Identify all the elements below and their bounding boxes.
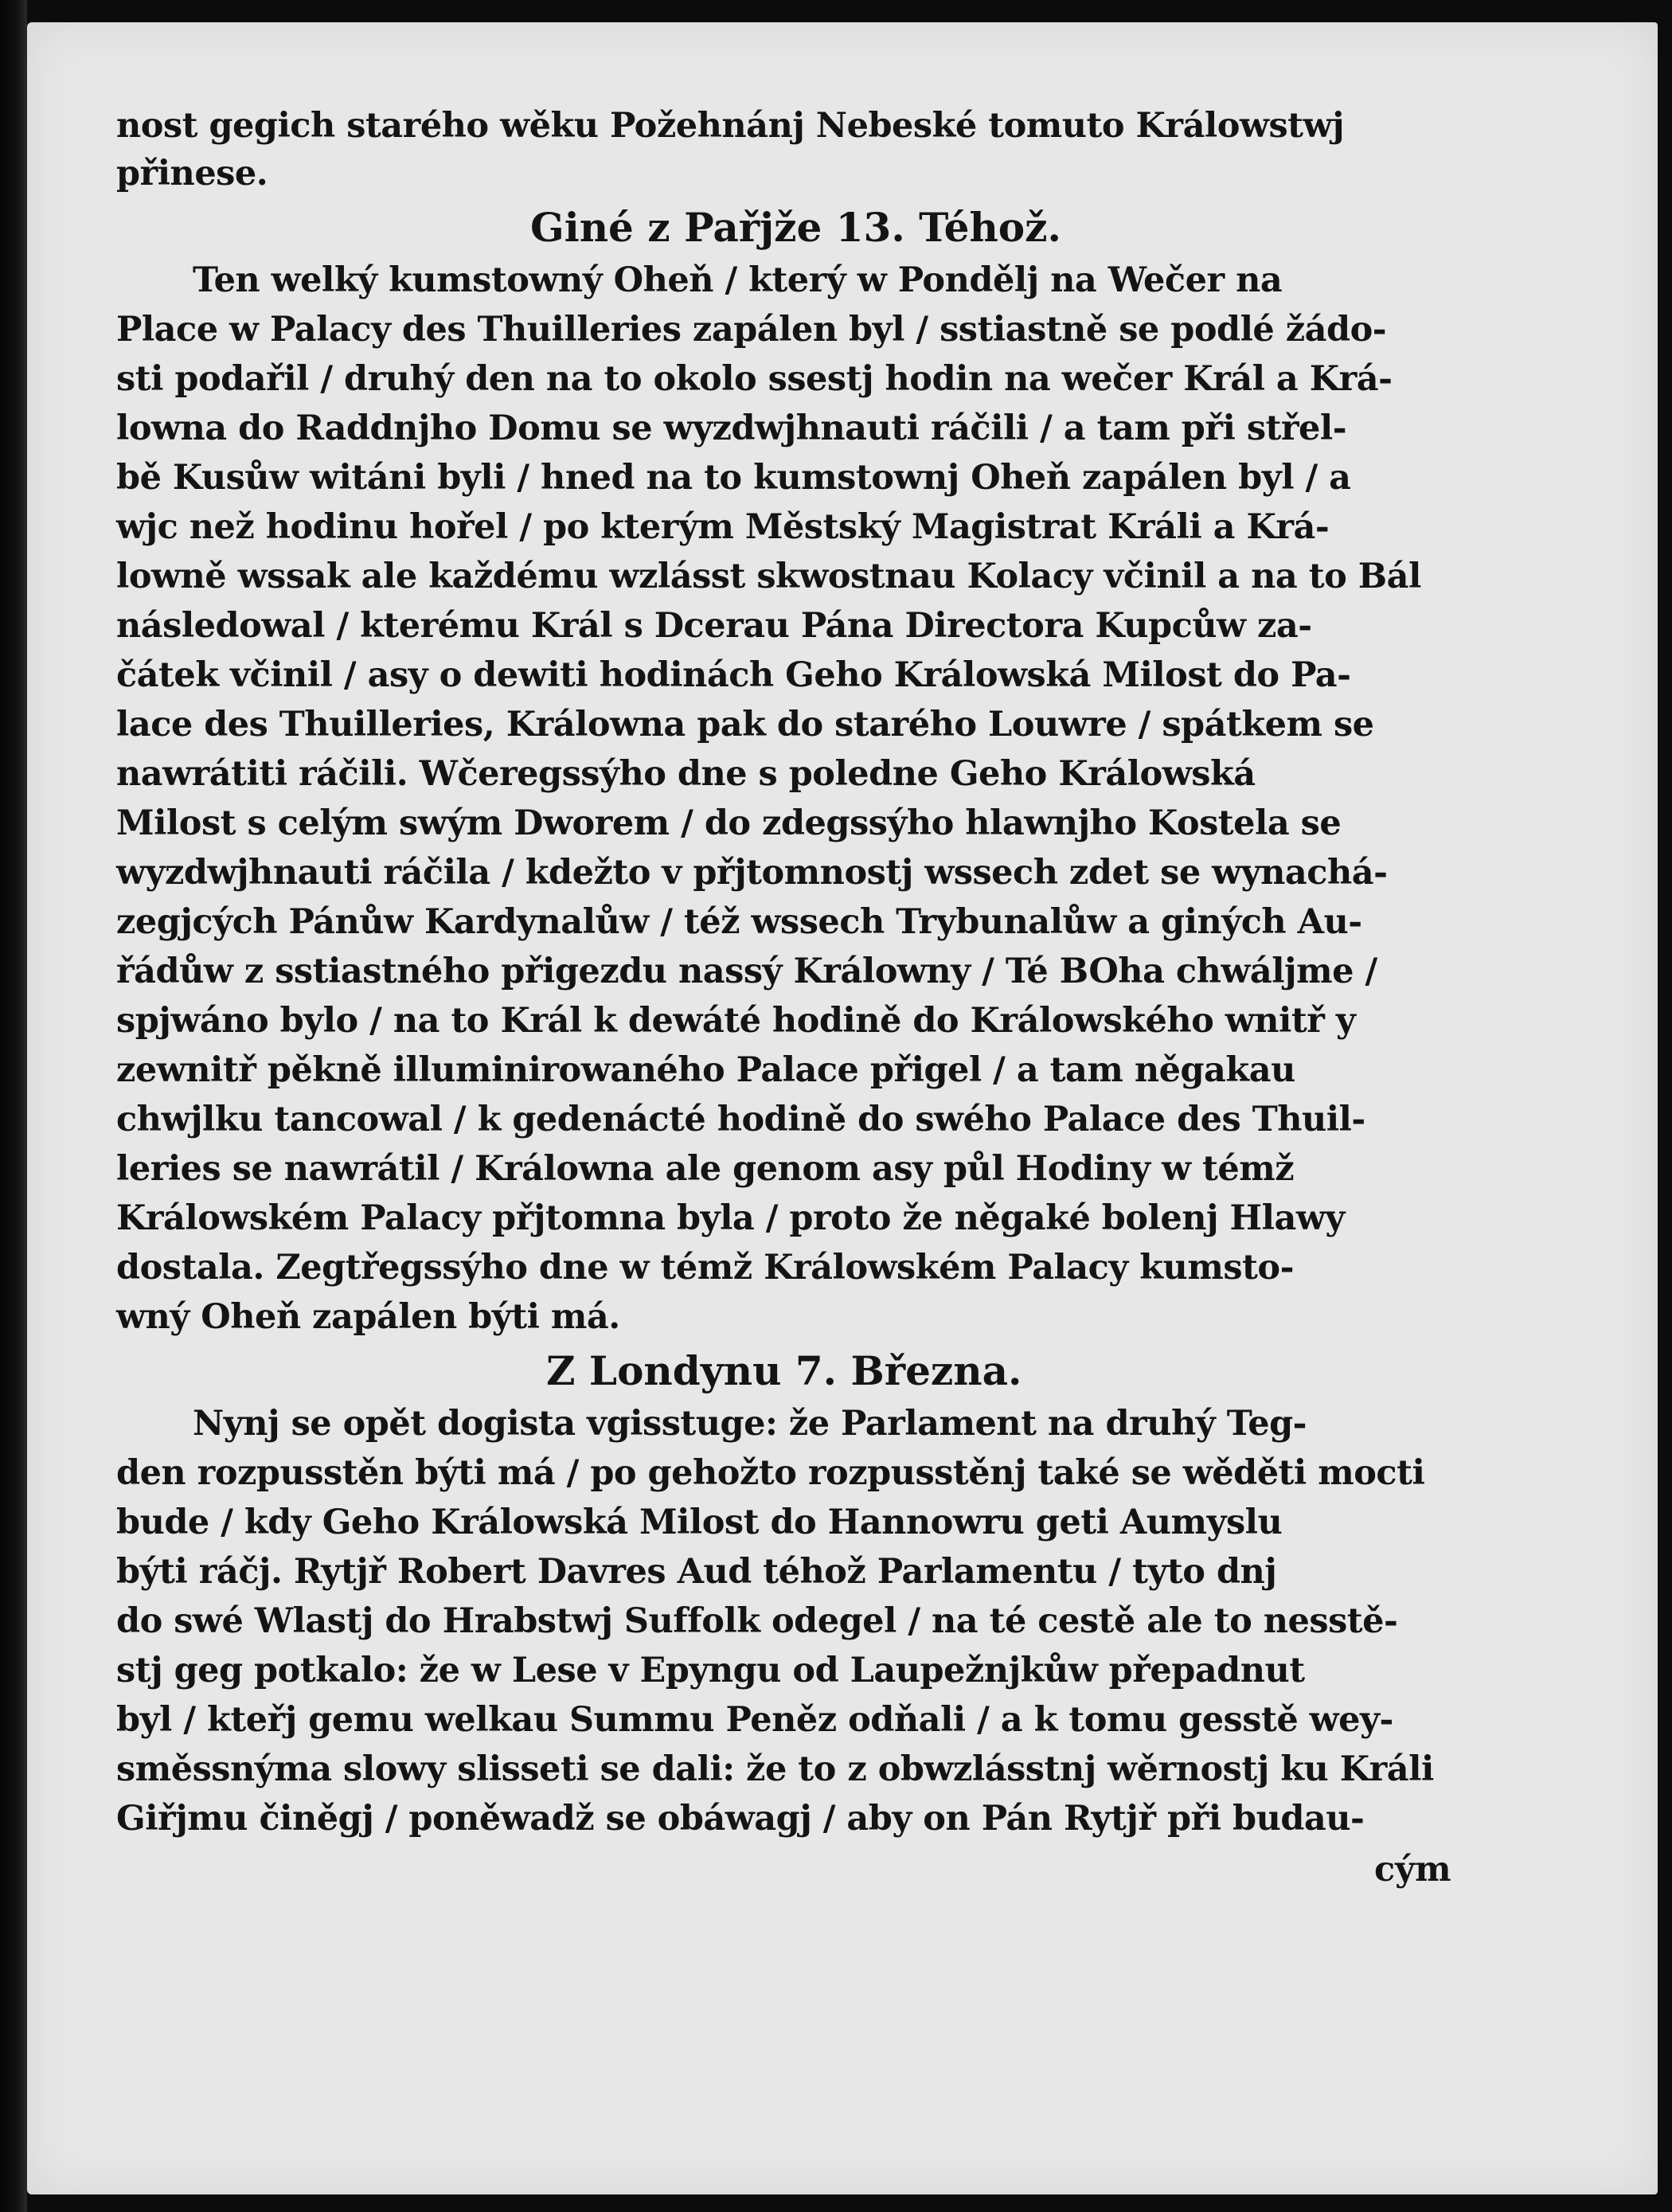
text-line: den rozpusstěn býti má / po gehožto rozpusstěnj také se wěděti mocti — [116, 1453, 1425, 1493]
text-line: Milost s celým swým Dworem / do zdegssýho hlawnjho Kostela se — [116, 803, 1342, 843]
text-line: byl / kteřj gemu welkau Summu Peněz odňali / a k tomu gesstě wey- — [116, 1700, 1393, 1740]
text-line: Králowském Palacy přjtomna byla / proto že něgaké bolenj Hlawy — [116, 1198, 1345, 1238]
text-line: zewnitř pěkně illuminirowaného Palace přigel / a tam něgakau — [116, 1050, 1295, 1090]
section-heading-london: Z Londynu 7. Března. — [546, 1347, 1022, 1394]
text-line: wný Oheň zapálen býti má. — [116, 1297, 620, 1337]
section-heading-paris: Giné z Pařjže 13. Téhož. — [530, 204, 1061, 251]
text-line: bude / kdy Geho Králowská Milost do Hannowru geti Aumyslu — [116, 1503, 1283, 1542]
text-line: dostala. Zegtřegssýho dne w témž Králowském Palacy kumsto- — [116, 1248, 1294, 1288]
text-line: bě Kusůw witáni byli / hned na to kumstownj Oheň zapálen byl / a — [116, 458, 1351, 498]
text-line: Place w Palacy des Thuilleries zapálen byl / sstiastně se podlé žádo- — [116, 310, 1387, 350]
text-line: stj geg potkalo: že w Lese v Epyngu od Laupežnjkůw přepadnut — [116, 1651, 1305, 1690]
text-line: Ten welký kumstowný Oheň / který w Pondělj na Wečer na — [193, 260, 1283, 300]
text-line: směssnýma slowy slisseti se dali: že to z obwzlásstnj wěrnostj ku Králi — [116, 1749, 1434, 1789]
text-line: wyzdwjhnauti ráčila / kdežto v přjtomnostj wssech zdet se wynachá- — [116, 853, 1388, 893]
text-line: spjwáno bylo / na to Král k dewáté hodině do Králowského wnitř y — [116, 1001, 1356, 1041]
text-line: býti ráčj. Rytjř Robert Davres Aud téhož Parlamentu / tyto dnj — [116, 1552, 1277, 1592]
text-line: lace des Thuilleries, Králowna pak do starého Louwre / spátkem se — [116, 705, 1374, 744]
text-line: následowal / kterému Král s Dcerau Pána Directora Kupcůw za- — [116, 606, 1312, 646]
paper-sheet — [27, 22, 1658, 2194]
text-line: chwjlku tancowal / k gedenácté hodině do swého Palace des Thuil- — [116, 1100, 1365, 1139]
text-line: lowna do Raddnjho Domu se wyzdwjhnauti ráčili / a tam při střel- — [116, 408, 1347, 448]
catchword: cým — [1374, 1850, 1451, 1890]
text-line: Nynj se opět dogista vgisstuge: že Parlament na druhý Teg- — [193, 1404, 1307, 1444]
text-line: přinese. — [116, 154, 268, 193]
text-line: nawrátiti ráčili. Wčeregssýho dne s poledne Geho Králowská — [116, 754, 1256, 794]
text-line: leries se nawrátil / Králowna ale genom asy půl Hodiny w témž — [116, 1149, 1295, 1189]
text-line: nost gegich starého wěku Požehnánj Nebeské tomuto Králowstwj — [116, 106, 1345, 146]
text-line: do swé Wlastj do Hrabstwj Suffolk odegel / na té cestě ale to nesstě- — [116, 1601, 1398, 1641]
text-line: čátek včinil / asy o dewiti hodinách Geho Králowská Milost do Pa- — [116, 655, 1351, 695]
text-line: řádůw z sstiastného přigezdu nassý Králowny / Té BOha chwáljme / — [116, 952, 1377, 991]
text-line: wjc než hodinu hořel / po kterým Městský Magistrat Králi a Krá- — [116, 507, 1330, 547]
text-line: lowně wssak ale každému wzlásst skwostnau Kolacy včinil a na to Bál — [116, 557, 1421, 596]
text-line: zegjcých Pánůw Kardynalůw / též wssech Trybunalůw a giných Au- — [116, 902, 1362, 942]
text-line: Giřjmu činěgj / poněwadž se obáwagj / aby on Pán Rytjř při budau- — [116, 1799, 1365, 1839]
binding-edge — [0, 0, 27, 2212]
text-line: sti podařil / druhý den na to okolo ssestj hodin na wečer Král a Krá- — [116, 359, 1393, 399]
